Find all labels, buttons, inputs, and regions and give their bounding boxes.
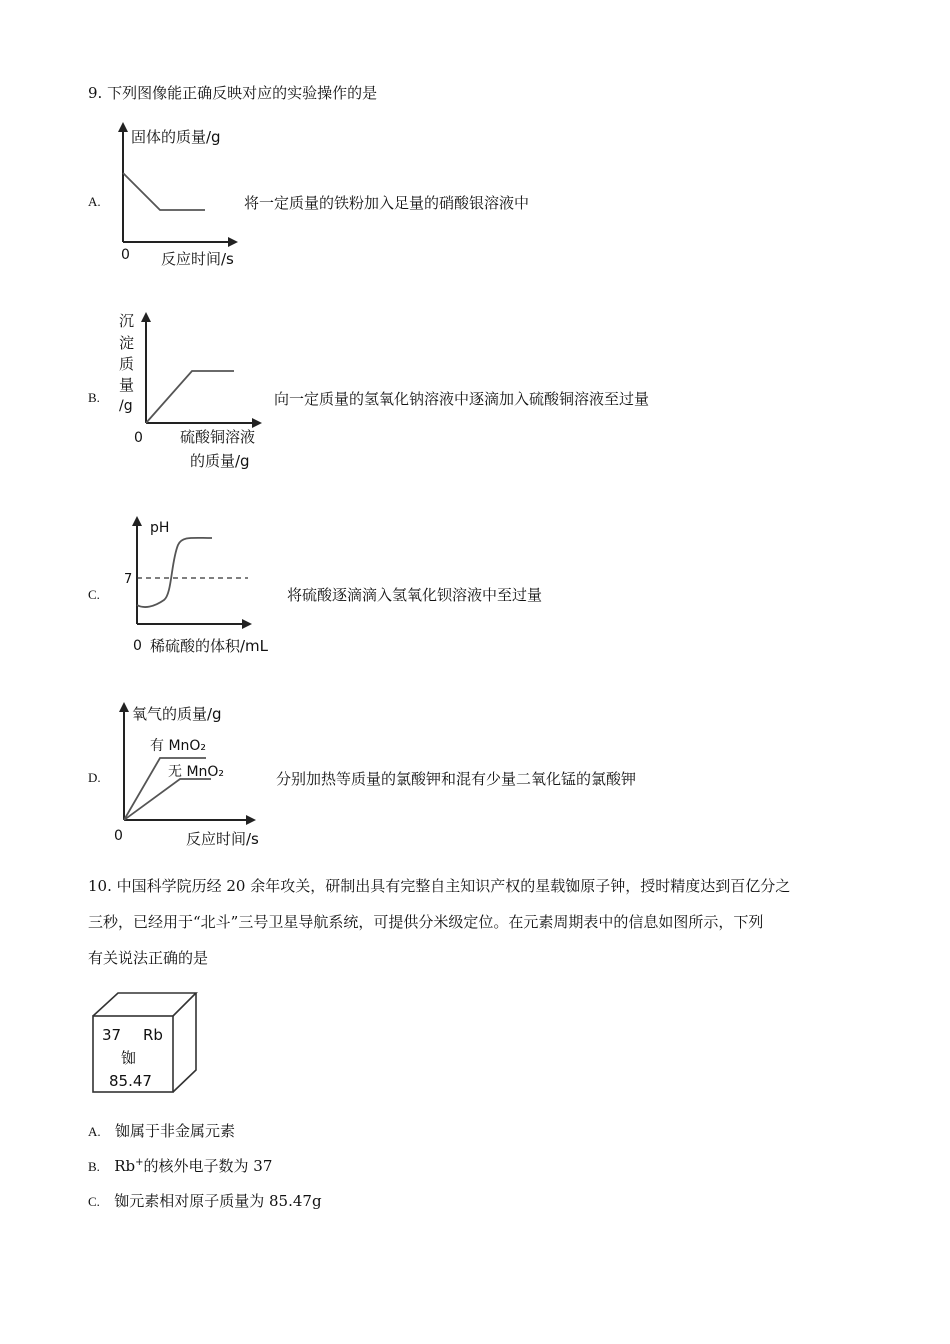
q9-option-c-graph bbox=[116, 512, 286, 662]
x-axis-arrow bbox=[252, 418, 262, 428]
d-xlabel: 反应时间/s bbox=[186, 830, 259, 848]
b-ylabel-4: 量 bbox=[119, 376, 135, 394]
q9-option-b-description: 向一定质量的氢氧化钠溶液中逐滴加入硫酸铜溶液至过量 bbox=[274, 390, 650, 408]
a-ylabel: 固体的质量/g bbox=[131, 128, 221, 146]
element-name: 铷 bbox=[121, 1049, 137, 1067]
q10-stem-line-1: 10. 中国科学院历经 20 余年攻关，研制出具有完整自主知识产权的星载铷原子钟，授时精度达到百亿分之 bbox=[88, 877, 791, 895]
q10-choice-a-text: 铷属于非金属元素 bbox=[114, 1122, 235, 1140]
q10-choice-c-text: 铷元素相对原子质量为 85.47g bbox=[114, 1192, 322, 1210]
q9-title: 9. 下列图像能正确反映对应的实验操作的是 bbox=[88, 84, 378, 102]
c-origin: 0 bbox=[133, 638, 142, 654]
cube-top-face bbox=[93, 993, 196, 1016]
element-atomic-mass: 85.47 bbox=[109, 1072, 152, 1090]
q10-choice-b-superscript: + bbox=[135, 1157, 144, 1168]
q9-option-b-graph bbox=[112, 308, 272, 478]
b-ylabel-3: 质 bbox=[119, 355, 135, 373]
b-origin: 0 bbox=[134, 430, 143, 446]
d-ylabel: 氧气的质量/g bbox=[132, 705, 222, 723]
b-curve bbox=[146, 371, 234, 423]
element-atomic-number: 37 bbox=[102, 1026, 122, 1044]
q9-option-a-description: 将一定质量的铁粉加入足量的硝酸银溶液中 bbox=[244, 194, 530, 212]
b-xlabel-2: 的质量/g bbox=[190, 452, 250, 470]
a-origin: 0 bbox=[121, 247, 130, 263]
b-ylabel-1: 沉 bbox=[119, 312, 135, 330]
q9-option-a-graph bbox=[105, 120, 255, 270]
d-series1-label: 有 MnO₂ bbox=[150, 738, 207, 754]
x-axis-arrow bbox=[246, 815, 256, 825]
a-curve bbox=[123, 173, 205, 210]
c-curve bbox=[137, 538, 212, 607]
q10-stem-line-3: 有关说法正确的是 bbox=[88, 949, 209, 967]
q9-option-d-letter: D. bbox=[88, 770, 101, 785]
b-ylabel-2: 淀 bbox=[119, 334, 135, 352]
b-ylabel-5: /g bbox=[119, 398, 133, 414]
cube-side-face bbox=[173, 993, 196, 1092]
x-axis-arrow bbox=[228, 237, 238, 247]
element-cube-figure bbox=[88, 990, 208, 1095]
q10-choice-c-letter: C. bbox=[88, 1194, 100, 1209]
q10-stem bbox=[88, 868, 790, 976]
q9-option-d-description: 分别加热等质量的氯酸钾和混有少量二氧化锰的氯酸钾 bbox=[276, 770, 637, 788]
c-xlabel: 稀硫酸的体积/mL bbox=[150, 637, 269, 655]
y-axis-arrow bbox=[141, 312, 151, 322]
y-axis-arrow bbox=[118, 122, 128, 132]
q9-option-c-description: 将硫酸逐滴滴入氢氧化钡溶液中至过量 bbox=[287, 586, 543, 604]
y-axis-arrow bbox=[132, 516, 142, 526]
c-ylabel: pH bbox=[150, 520, 170, 536]
c-ref-label: 7 bbox=[124, 572, 133, 587]
q10-choice-b-prefix: Rb bbox=[114, 1157, 136, 1175]
q10-choice-b[interactable] bbox=[88, 1155, 272, 1176]
x-axis-arrow bbox=[242, 619, 252, 629]
q9-option-c-letter: C. bbox=[88, 587, 100, 602]
a-xlabel: 反应时间/s bbox=[161, 250, 234, 268]
element-symbol: Rb bbox=[143, 1026, 163, 1044]
q10-choice-a[interactable] bbox=[88, 1120, 235, 1141]
q9-option-a-letter: A. bbox=[88, 194, 101, 209]
d-curve-without-mno2 bbox=[124, 779, 211, 820]
q10-choice-a-letter: A. bbox=[88, 1124, 101, 1139]
q9-option-b-letter: B. bbox=[88, 390, 100, 405]
d-series2-label: 无 MnO₂ bbox=[168, 764, 225, 780]
q9-option-d-graph bbox=[108, 698, 283, 858]
q10-choice-b-letter: B. bbox=[88, 1159, 100, 1174]
q10-choice-b-suffix: 的核外电子数为 37 bbox=[143, 1157, 273, 1175]
b-xlabel-1: 硫酸铜溶液 bbox=[180, 428, 256, 446]
y-axis-arrow bbox=[119, 702, 129, 712]
d-origin: 0 bbox=[114, 828, 123, 844]
q10-choice-c[interactable] bbox=[88, 1190, 322, 1211]
q10-stem-line-2: 三秒，已经用于“北斗”三号卫星导航系统，可提供分米级定位。在元素周期表中的信息如图所示，下列 bbox=[88, 913, 764, 931]
